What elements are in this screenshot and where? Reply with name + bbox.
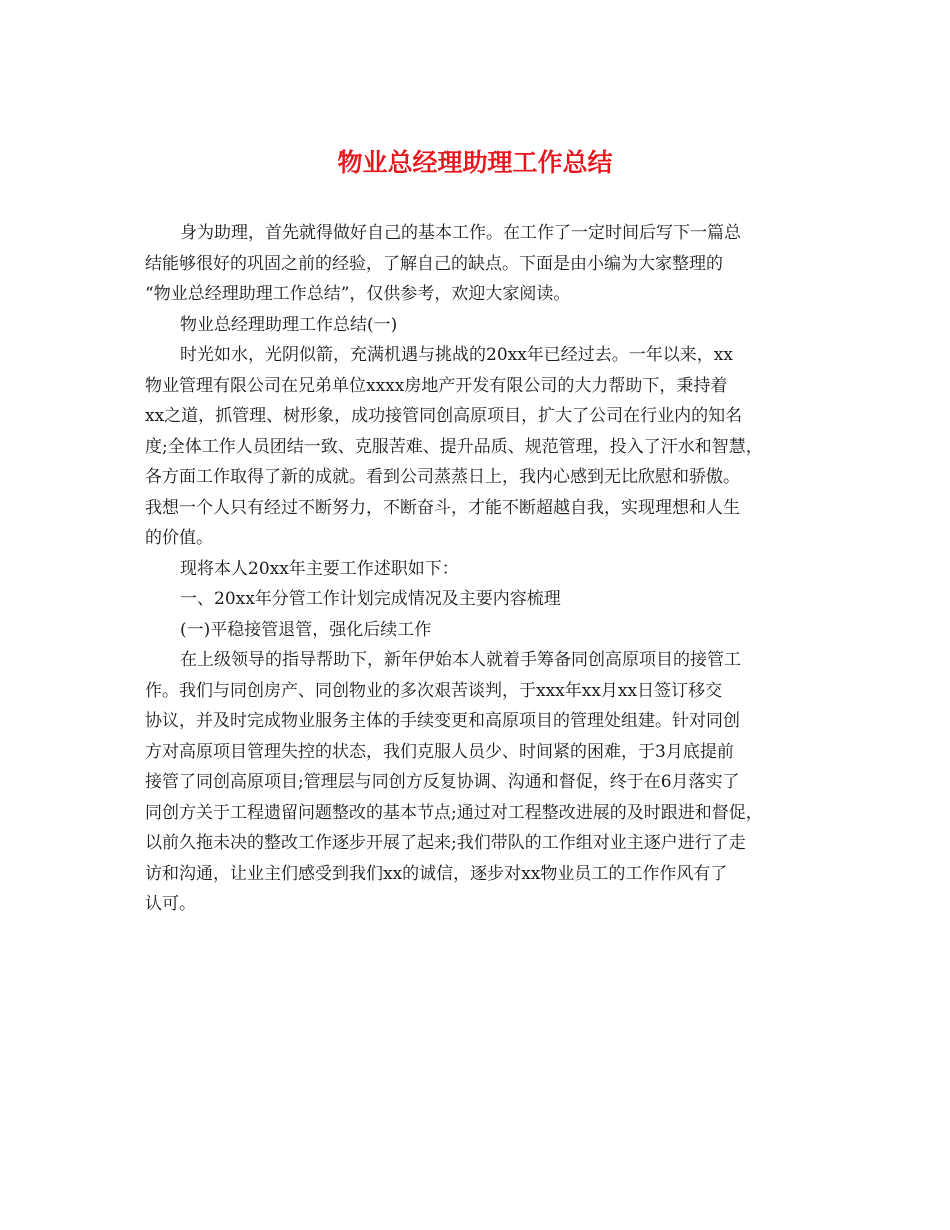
body-line: 在上级领导的指导帮助下，新年伊始本人就着手筹备同创高原项目的接管工	[180, 650, 741, 670]
body-line: 作。我们与同创房产、同创物业的多次艰苦谈判，于xxx年xx月xx日签订移交	[145, 680, 723, 701]
body-line: 协议，并及时完成物业服务主体的手续变更和高原项目的管理处组建。针对同创	[145, 711, 740, 731]
body-line: 身为助理，首先就得做好自己的基本工作。在工作了一定时间后写下一篇总	[180, 223, 741, 243]
body-line: 物业管理有限公司在兄弟单位xxxx房地产开发有限公司的大力帮助下，秉持着	[145, 375, 728, 396]
body-line: (一)平稳接管退管，强化后续工作	[180, 619, 432, 640]
body-line: 度;全体工作人员团结一致、克服苦难、提升品质、规范管理，投入了汗水和智慧，	[145, 436, 763, 457]
body-line: 访和沟通，让业主们感受到我们xx的诚信，逐步对xx物业员工的工作作风有了	[145, 863, 728, 884]
body-line: 认可。	[145, 894, 196, 914]
document-body	[145, 218, 815, 920]
body-line: 我想一个人只有经过不断努力，不断奋斗，才能不断超越自我，实现理想和人生	[145, 497, 740, 518]
body-line: xx之道，抓管理、树形象，成功接管同创高原项目，扩大了公司在行业内的知名	[145, 406, 743, 426]
body-line: 时光如水，光阴似箭，充满机遇与挑战的20xx年已经过去。一年以来，xx	[180, 345, 733, 365]
body-line: 一、20xx年分管工作计划完成情况及主要内容梳理	[180, 589, 561, 609]
body-line: 结能够很好的巩固之前的经验，了解自己的缺点。下面是由小编为大家整理的	[145, 253, 723, 274]
body-line: 同创方关于工程遗留问题整改的基本节点;通过对工程整改进展的及时跟进和督促，	[145, 802, 763, 823]
body-line: 现将本人20xx年主要工作述职如下：	[180, 558, 459, 579]
body-line: 的价值。	[145, 528, 213, 548]
body-line: 各方面工作取得了新的成就。看到公司蒸蒸日上，我内心感到无比欣慰和骄傲。	[145, 467, 740, 487]
body-line: 以前久拖未决的整改工作逐步开展了起来;我们带队的工作组对业主逐户进行了走	[145, 833, 746, 853]
document-title: 物业总经理助理工作总结	[337, 148, 613, 177]
body-line: 方对高原项目管理失控的状态，我们克服人员少、时间紧的困难，于3月底提前	[145, 741, 734, 762]
body-line: “物业总经理助理工作总结”，仅供参考，欢迎大家阅读。	[145, 284, 571, 304]
body-line: 接管了同创高原项目;管理层与同创方反复协调、沟通和督促，终于在6月落实了	[145, 772, 740, 792]
body-line: 物业总经理助理工作总结(一)	[180, 314, 398, 335]
